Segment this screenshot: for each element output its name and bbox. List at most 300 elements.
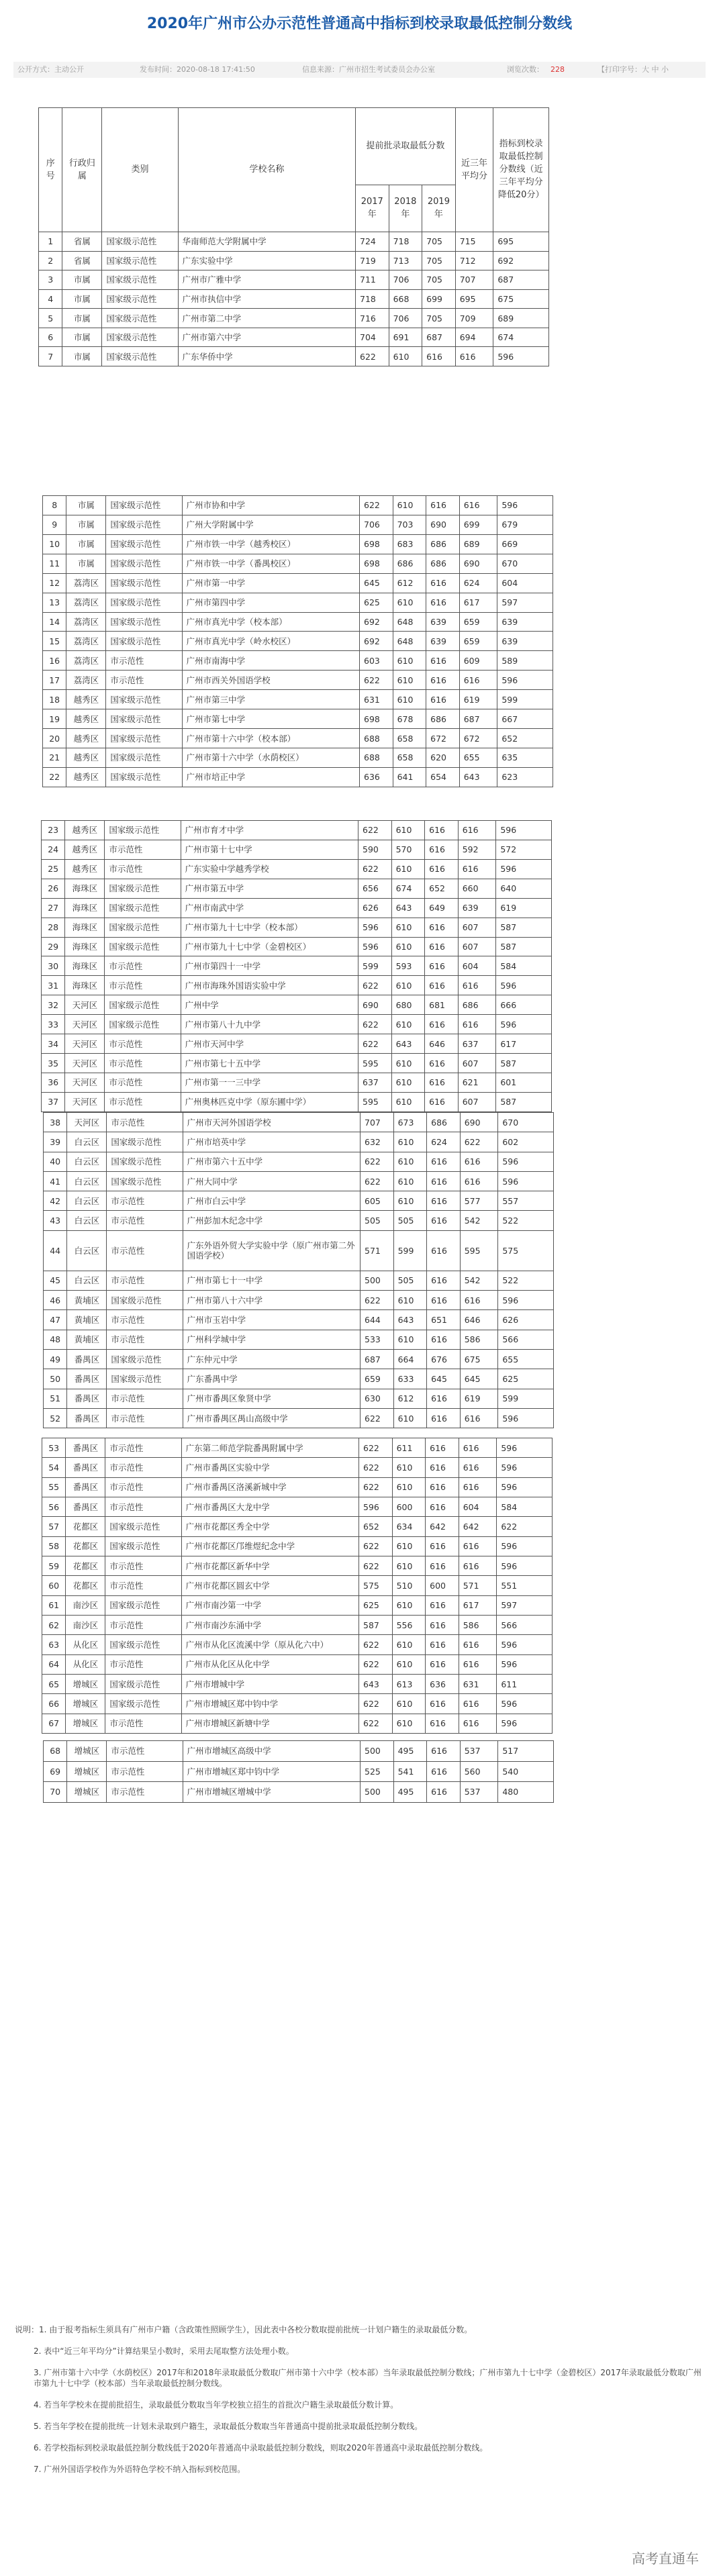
three-year-avg: 571 [459, 1576, 497, 1595]
table-row [44, 1132, 554, 1152]
three-year-avg: 604 [459, 1497, 497, 1516]
control-line: 674 [493, 328, 549, 347]
table-row [43, 651, 553, 671]
score-2018: 505 [393, 1271, 427, 1290]
school-name: 广州市增城区高级中学 [183, 1741, 360, 1762]
score-2017: 622 [360, 671, 393, 690]
table-row [42, 1497, 553, 1516]
score-2018: 600 [392, 1497, 426, 1516]
category: 市示范性 [106, 651, 182, 671]
score-2019: 616 [427, 1152, 461, 1171]
score-2019: 616 [426, 1438, 459, 1458]
control-line: 675 [493, 289, 549, 309]
district: 天河区 [65, 1034, 105, 1054]
row-no: 25 [42, 859, 65, 879]
control-line: 566 [498, 1330, 554, 1349]
table-row [44, 1171, 554, 1191]
district: 白云区 [67, 1230, 107, 1271]
control-line: 597 [497, 1595, 553, 1615]
three-year-avg: 715 [455, 232, 493, 251]
row-no: 44 [44, 1230, 67, 1271]
control-line: 599 [498, 1389, 554, 1408]
school-name: 广东实验中学 [178, 251, 355, 270]
score-2017: 500 [361, 1271, 394, 1290]
three-year-avg: 709 [455, 309, 493, 328]
category: 市示范性 [107, 1408, 183, 1428]
three-year-avg: 631 [459, 1674, 497, 1693]
score-2018: 610 [392, 1536, 426, 1556]
school-name: 广州市育才中学 [181, 821, 358, 840]
table-row [42, 1458, 553, 1477]
control-line: 566 [497, 1615, 553, 1634]
district: 增城区 [67, 1761, 107, 1782]
school-name: 广州市培英中学 [183, 1132, 360, 1152]
score-2018: 610 [393, 651, 426, 671]
three-year-avg: 577 [460, 1191, 498, 1211]
district: 越秀区 [66, 690, 106, 709]
score-table [43, 1740, 554, 1803]
district: 荔湾区 [66, 671, 106, 690]
control-line: 652 [497, 729, 553, 748]
district: 增城区 [66, 1674, 105, 1693]
score-table [38, 107, 549, 366]
district: 番禺区 [67, 1349, 107, 1369]
score-2019: 649 [425, 898, 459, 918]
category: 市示范性 [105, 956, 181, 976]
score-2019: 616 [425, 918, 459, 937]
row-no: 8 [43, 496, 66, 515]
note-line: 2. 表中“近三年平均分”计算结果呈小数时，采用去尾取整方法处理小数。 [34, 2346, 294, 2356]
row-no: 35 [42, 1054, 65, 1073]
score-2017: 718 [356, 289, 389, 309]
score-2017: 698 [360, 709, 393, 729]
note-line: 说明：1. 由于报考指标生须具有广州市户籍（含政策性照顾学生），因此表中各校分数取提前批统一计划户籍生的录取最低分数。 [15, 2325, 473, 2334]
category: 市示范性 [105, 1615, 181, 1634]
three-year-avg: 642 [459, 1517, 497, 1536]
score-2017: 622 [359, 1438, 393, 1458]
score-2018: 610 [389, 347, 422, 366]
control-line: 639 [497, 612, 553, 632]
table-row [43, 515, 553, 534]
score-2018: 610 [393, 496, 426, 515]
control-line: 670 [498, 1113, 554, 1132]
row-no: 12 [43, 573, 66, 593]
table-row [44, 1349, 554, 1369]
school-name: 广州大同中学 [183, 1171, 360, 1191]
row-no: 15 [43, 632, 66, 651]
score-2017: 688 [360, 748, 393, 767]
table-row [42, 937, 552, 956]
score-2019: 616 [426, 1654, 459, 1674]
three-year-avg: 616 [460, 1408, 498, 1428]
category: 市示范性 [107, 1741, 183, 1762]
table-row [39, 328, 549, 347]
district: 天河区 [65, 1054, 105, 1073]
score-2018: 611 [392, 1438, 426, 1458]
score-2019: 616 [425, 1092, 459, 1111]
control-line: 689 [493, 309, 549, 328]
category: 国家级示范性 [105, 918, 181, 937]
row-no: 61 [42, 1595, 66, 1615]
control-line: 640 [496, 879, 552, 898]
category: 国家级示范性 [106, 729, 182, 748]
control-line: 604 [497, 573, 553, 593]
school-name: 广州市花都区秀全中学 [181, 1517, 358, 1536]
row-no: 53 [42, 1438, 66, 1458]
control-line: 596 [498, 1171, 554, 1191]
control-line: 596 [496, 821, 552, 840]
score-2017: 631 [360, 690, 393, 709]
table-row [43, 573, 553, 593]
header-avg3: 近三年平均分 [455, 108, 493, 232]
row-no: 9 [43, 515, 66, 534]
category: 市示范性 [105, 1714, 181, 1733]
category: 国家级示范性 [106, 593, 182, 612]
score-2018: 541 [393, 1761, 427, 1782]
table-row [44, 1271, 554, 1290]
row-no: 22 [43, 767, 66, 787]
score-2019: 616 [425, 1054, 459, 1073]
score-2019: 616 [426, 1477, 459, 1497]
score-2019: 636 [426, 1674, 459, 1693]
table-row [44, 1211, 554, 1230]
school-name: 广州市第八十六中学 [183, 1291, 360, 1310]
score-2019: 616 [426, 593, 460, 612]
score-2018: 703 [393, 515, 426, 534]
control-line: 611 [497, 1674, 553, 1693]
row-no: 46 [44, 1291, 67, 1310]
row-no: 52 [44, 1408, 67, 1428]
control-line: 596 [497, 1536, 553, 1556]
score-2017: 692 [360, 612, 393, 632]
row-no: 34 [42, 1034, 65, 1054]
district: 海珠区 [65, 956, 105, 976]
school-name: 广州市增城区郑中钧中学 [183, 1761, 360, 1782]
three-year-avg: 687 [459, 709, 497, 729]
category: 市示范性 [105, 1034, 181, 1054]
header-category: 类别 [102, 108, 178, 232]
school-name: 广东外语外贸大学实验中学（原广州市第二外国语学校） [183, 1230, 360, 1271]
district: 南沙区 [66, 1595, 105, 1615]
score-2018: 610 [392, 1714, 426, 1733]
table-row [44, 1291, 554, 1310]
school-name: 广州市白云中学 [183, 1191, 360, 1211]
category: 国家级示范性 [106, 709, 182, 729]
score-2018: 495 [393, 1741, 427, 1762]
score-2017: 622 [359, 1536, 393, 1556]
district: 市属 [62, 270, 102, 290]
district: 市属 [62, 309, 102, 328]
school-name: 广州市第九十七中学（校本部） [181, 918, 358, 937]
row-no: 64 [42, 1654, 66, 1674]
district: 番禺区 [66, 1477, 105, 1497]
header-2018: 2018年 [389, 185, 422, 232]
score-2019: 616 [427, 1330, 461, 1349]
table-row [42, 859, 552, 879]
score-2018: 593 [391, 956, 425, 976]
score-2017: 622 [361, 1408, 394, 1428]
school-name: 广州市第五中学 [181, 879, 358, 898]
control-line: 587 [496, 918, 552, 937]
school-name: 广州市花都区邝维煜纪念中学 [181, 1536, 358, 1556]
score-2017: 656 [358, 879, 392, 898]
table-row [43, 767, 553, 787]
hits-label: 浏览次数： [507, 65, 544, 74]
header-score-group: 提前批录取最低分数 [356, 108, 456, 185]
score-2017: 622 [360, 496, 393, 515]
three-year-avg: 690 [459, 554, 497, 573]
school-name: 广东仲元中学 [183, 1349, 360, 1369]
three-year-avg: 699 [459, 515, 497, 534]
score-2018: 668 [389, 289, 422, 309]
score-2019: 620 [426, 748, 460, 767]
control-line: 596 [497, 496, 553, 515]
score-2017: 595 [358, 1092, 392, 1111]
row-no: 45 [44, 1271, 67, 1290]
score-2017: 622 [358, 859, 392, 879]
score-2017: 622 [359, 1694, 393, 1714]
row-no: 69 [44, 1761, 67, 1782]
score-2018: 610 [393, 690, 426, 709]
score-2017: 622 [359, 1654, 393, 1674]
row-no: 59 [42, 1556, 66, 1575]
score-2017: 596 [358, 937, 392, 956]
row-no: 2 [39, 251, 62, 270]
table-row [44, 1389, 554, 1408]
score-2019: 676 [427, 1349, 461, 1369]
score-2017: 637 [358, 1073, 392, 1092]
control-line: 551 [497, 1576, 553, 1595]
score-2019: 616 [426, 573, 460, 593]
score-2018: 610 [391, 1015, 425, 1034]
score-2019: 616 [427, 1271, 461, 1290]
score-2019: 616 [427, 1171, 461, 1191]
score-2017: 525 [361, 1761, 394, 1782]
three-year-avg: 689 [459, 534, 497, 554]
row-no: 18 [43, 690, 66, 709]
score-2019: 616 [426, 690, 460, 709]
three-year-avg: 622 [460, 1132, 498, 1152]
row-no: 5 [39, 309, 62, 328]
header-district: 行政归属 [62, 108, 102, 232]
row-no: 67 [42, 1714, 66, 1733]
row-no: 36 [42, 1073, 65, 1092]
school-name: 广州市真光中学（校本部） [182, 612, 359, 632]
school-name: 广东第二师范学院番禺附属中学 [181, 1438, 358, 1458]
three-year-avg: 655 [459, 748, 497, 767]
category: 市示范性 [105, 1556, 181, 1575]
table-row [43, 671, 553, 690]
score-2018: 683 [393, 534, 426, 554]
control-line: 589 [497, 651, 553, 671]
row-no: 10 [43, 534, 66, 554]
school-name: 广州市花都区圆玄中学 [181, 1576, 358, 1595]
score-2019: 672 [426, 729, 460, 748]
meta-bar [13, 62, 706, 78]
row-no: 66 [42, 1694, 66, 1714]
school-name: 广州市第三中学 [182, 690, 359, 709]
three-year-avg: 616 [459, 1635, 497, 1654]
category: 国家级示范性 [106, 496, 182, 515]
score-2019: 646 [425, 1034, 459, 1054]
header-no: 序号 [39, 108, 62, 232]
table-row [43, 748, 553, 767]
score-2019: 616 [427, 1389, 461, 1408]
score-2019: 705 [422, 251, 456, 270]
three-year-avg: 537 [460, 1741, 498, 1762]
table-row [43, 496, 553, 515]
control-line: 596 [497, 1694, 553, 1714]
control-line: 667 [497, 709, 553, 729]
row-no: 29 [42, 937, 65, 956]
three-year-avg: 616 [459, 1694, 497, 1714]
table-row [42, 995, 552, 1015]
control-line: 692 [493, 251, 549, 270]
table-row [44, 1191, 554, 1211]
score-2017: 575 [359, 1576, 393, 1595]
school-name: 广州科学城中学 [183, 1330, 360, 1349]
control-line: 597 [497, 593, 553, 612]
school-name: 广州市第四中学 [182, 593, 359, 612]
category: 国家级示范性 [106, 690, 182, 709]
score-2018: 610 [391, 1073, 425, 1092]
score-2017: 622 [359, 1635, 393, 1654]
district: 海珠区 [65, 918, 105, 937]
score-2018: 610 [392, 1556, 426, 1575]
row-no: 70 [44, 1782, 67, 1803]
score-2019: 616 [426, 1536, 459, 1556]
score-2017: 622 [356, 347, 389, 366]
three-year-avg: 619 [460, 1389, 498, 1408]
score-2017: 632 [361, 1132, 394, 1152]
public-mode: 公开方式：主动公开 [17, 65, 84, 74]
score-2017: 643 [359, 1674, 393, 1693]
table-row [42, 1714, 553, 1733]
three-year-avg: 616 [459, 496, 497, 515]
category: 国家级示范性 [102, 251, 178, 270]
table-row [43, 554, 553, 573]
score-2018: 505 [393, 1211, 427, 1230]
table-row [44, 1230, 554, 1271]
category: 国家级示范性 [107, 1171, 183, 1191]
control-line: 596 [497, 1458, 553, 1477]
control-line: 617 [496, 1034, 552, 1054]
score-table [43, 1112, 554, 1428]
score-2017: 698 [360, 554, 393, 573]
school-name: 广州彭加木纪念中学 [183, 1211, 360, 1230]
control-line: 587 [496, 1092, 552, 1111]
score-2019: 645 [427, 1369, 461, 1389]
category: 国家级示范性 [102, 328, 178, 347]
row-no: 1 [39, 232, 62, 251]
three-year-avg: 616 [458, 976, 496, 995]
row-no: 60 [42, 1576, 66, 1595]
category: 市示范性 [105, 1438, 181, 1458]
score-2018: 706 [389, 270, 422, 290]
score-2019: 681 [425, 995, 459, 1015]
district: 增城区 [66, 1694, 105, 1714]
category: 国家级示范性 [107, 1349, 183, 1369]
score-2017: 706 [360, 515, 393, 534]
district: 花都区 [66, 1517, 105, 1536]
category: 市示范性 [107, 1230, 183, 1271]
district: 番禺区 [67, 1369, 107, 1389]
category: 国家级示范性 [106, 767, 182, 787]
three-year-avg: 624 [459, 573, 497, 593]
row-no: 54 [42, 1458, 66, 1477]
school-name: 广州市第四十一中学 [181, 956, 358, 976]
score-2017: 622 [358, 1015, 392, 1034]
control-line: 666 [496, 995, 552, 1015]
page-title: 2020年广州市公办示范性普通高中指标到校录取最低控制分数线 [146, 15, 573, 32]
category: 市示范性 [107, 1113, 183, 1132]
category: 市示范性 [107, 1330, 183, 1349]
score-2018: 610 [392, 1694, 426, 1714]
score-2018: 570 [391, 840, 425, 859]
school-name: 广州市第六十五中学 [183, 1152, 360, 1171]
score-2017: 622 [361, 1171, 394, 1191]
three-year-avg: 616 [459, 1477, 497, 1497]
table-row [39, 309, 549, 328]
school-name: 广州市增城区新塘中学 [181, 1714, 358, 1733]
school-name: 广州市南武中学 [181, 898, 358, 918]
control-line: 596 [497, 671, 553, 690]
three-year-avg: 619 [459, 690, 497, 709]
three-year-avg: 686 [458, 995, 496, 1015]
row-no: 50 [44, 1369, 67, 1389]
three-year-avg: 694 [455, 328, 493, 347]
score-table [42, 495, 553, 787]
table-row [43, 632, 553, 651]
table-row [39, 232, 549, 251]
score-2017: 587 [359, 1615, 393, 1634]
font-size-label: 【打印字号：大 中 小 [597, 65, 669, 74]
score-2018: 658 [393, 748, 426, 767]
control-line: 587 [496, 1054, 552, 1073]
district: 番禺区 [66, 1497, 105, 1516]
category: 市示范性 [106, 671, 182, 690]
table-row [42, 840, 552, 859]
score-2017: 622 [359, 1458, 393, 1477]
table-row [44, 1782, 554, 1803]
category: 国家级示范性 [106, 534, 182, 554]
district: 市属 [66, 496, 106, 515]
row-no: 51 [44, 1389, 67, 1408]
school-name: 广州市第七中学 [182, 709, 359, 729]
control-line: 522 [498, 1211, 554, 1230]
score-2019: 616 [427, 1782, 461, 1803]
score-2018: 633 [393, 1369, 427, 1389]
score-2018: 610 [392, 1595, 426, 1615]
control-line: 669 [497, 534, 553, 554]
table-row [44, 1761, 554, 1782]
school-name: 广州市第一一三中学 [181, 1073, 358, 1092]
table-row [42, 879, 552, 898]
score-2017: 659 [361, 1369, 394, 1389]
note-line: 4. 若当年学校未在提前批招生，录取最低分数取当年学校独立招生的首批次户籍生录取最低分数计算。 [34, 2400, 399, 2410]
district: 番禺区 [66, 1438, 105, 1458]
school-name: 广州市南沙第一中学 [181, 1595, 358, 1615]
score-2017: 692 [360, 632, 393, 651]
note-line: 5. 若当年学校在提前批统一计划未录取到户籍生，录取最低分数取当年普通高中提前批录取最低控制分数线。 [34, 2422, 423, 2431]
district: 荔湾区 [66, 612, 106, 632]
table-row [43, 534, 553, 554]
category: 国家级示范性 [105, 1674, 181, 1693]
school-name: 广州市培正中学 [182, 767, 359, 787]
row-no: 62 [42, 1615, 66, 1634]
row-no: 40 [44, 1152, 67, 1171]
table-row [42, 1595, 553, 1615]
